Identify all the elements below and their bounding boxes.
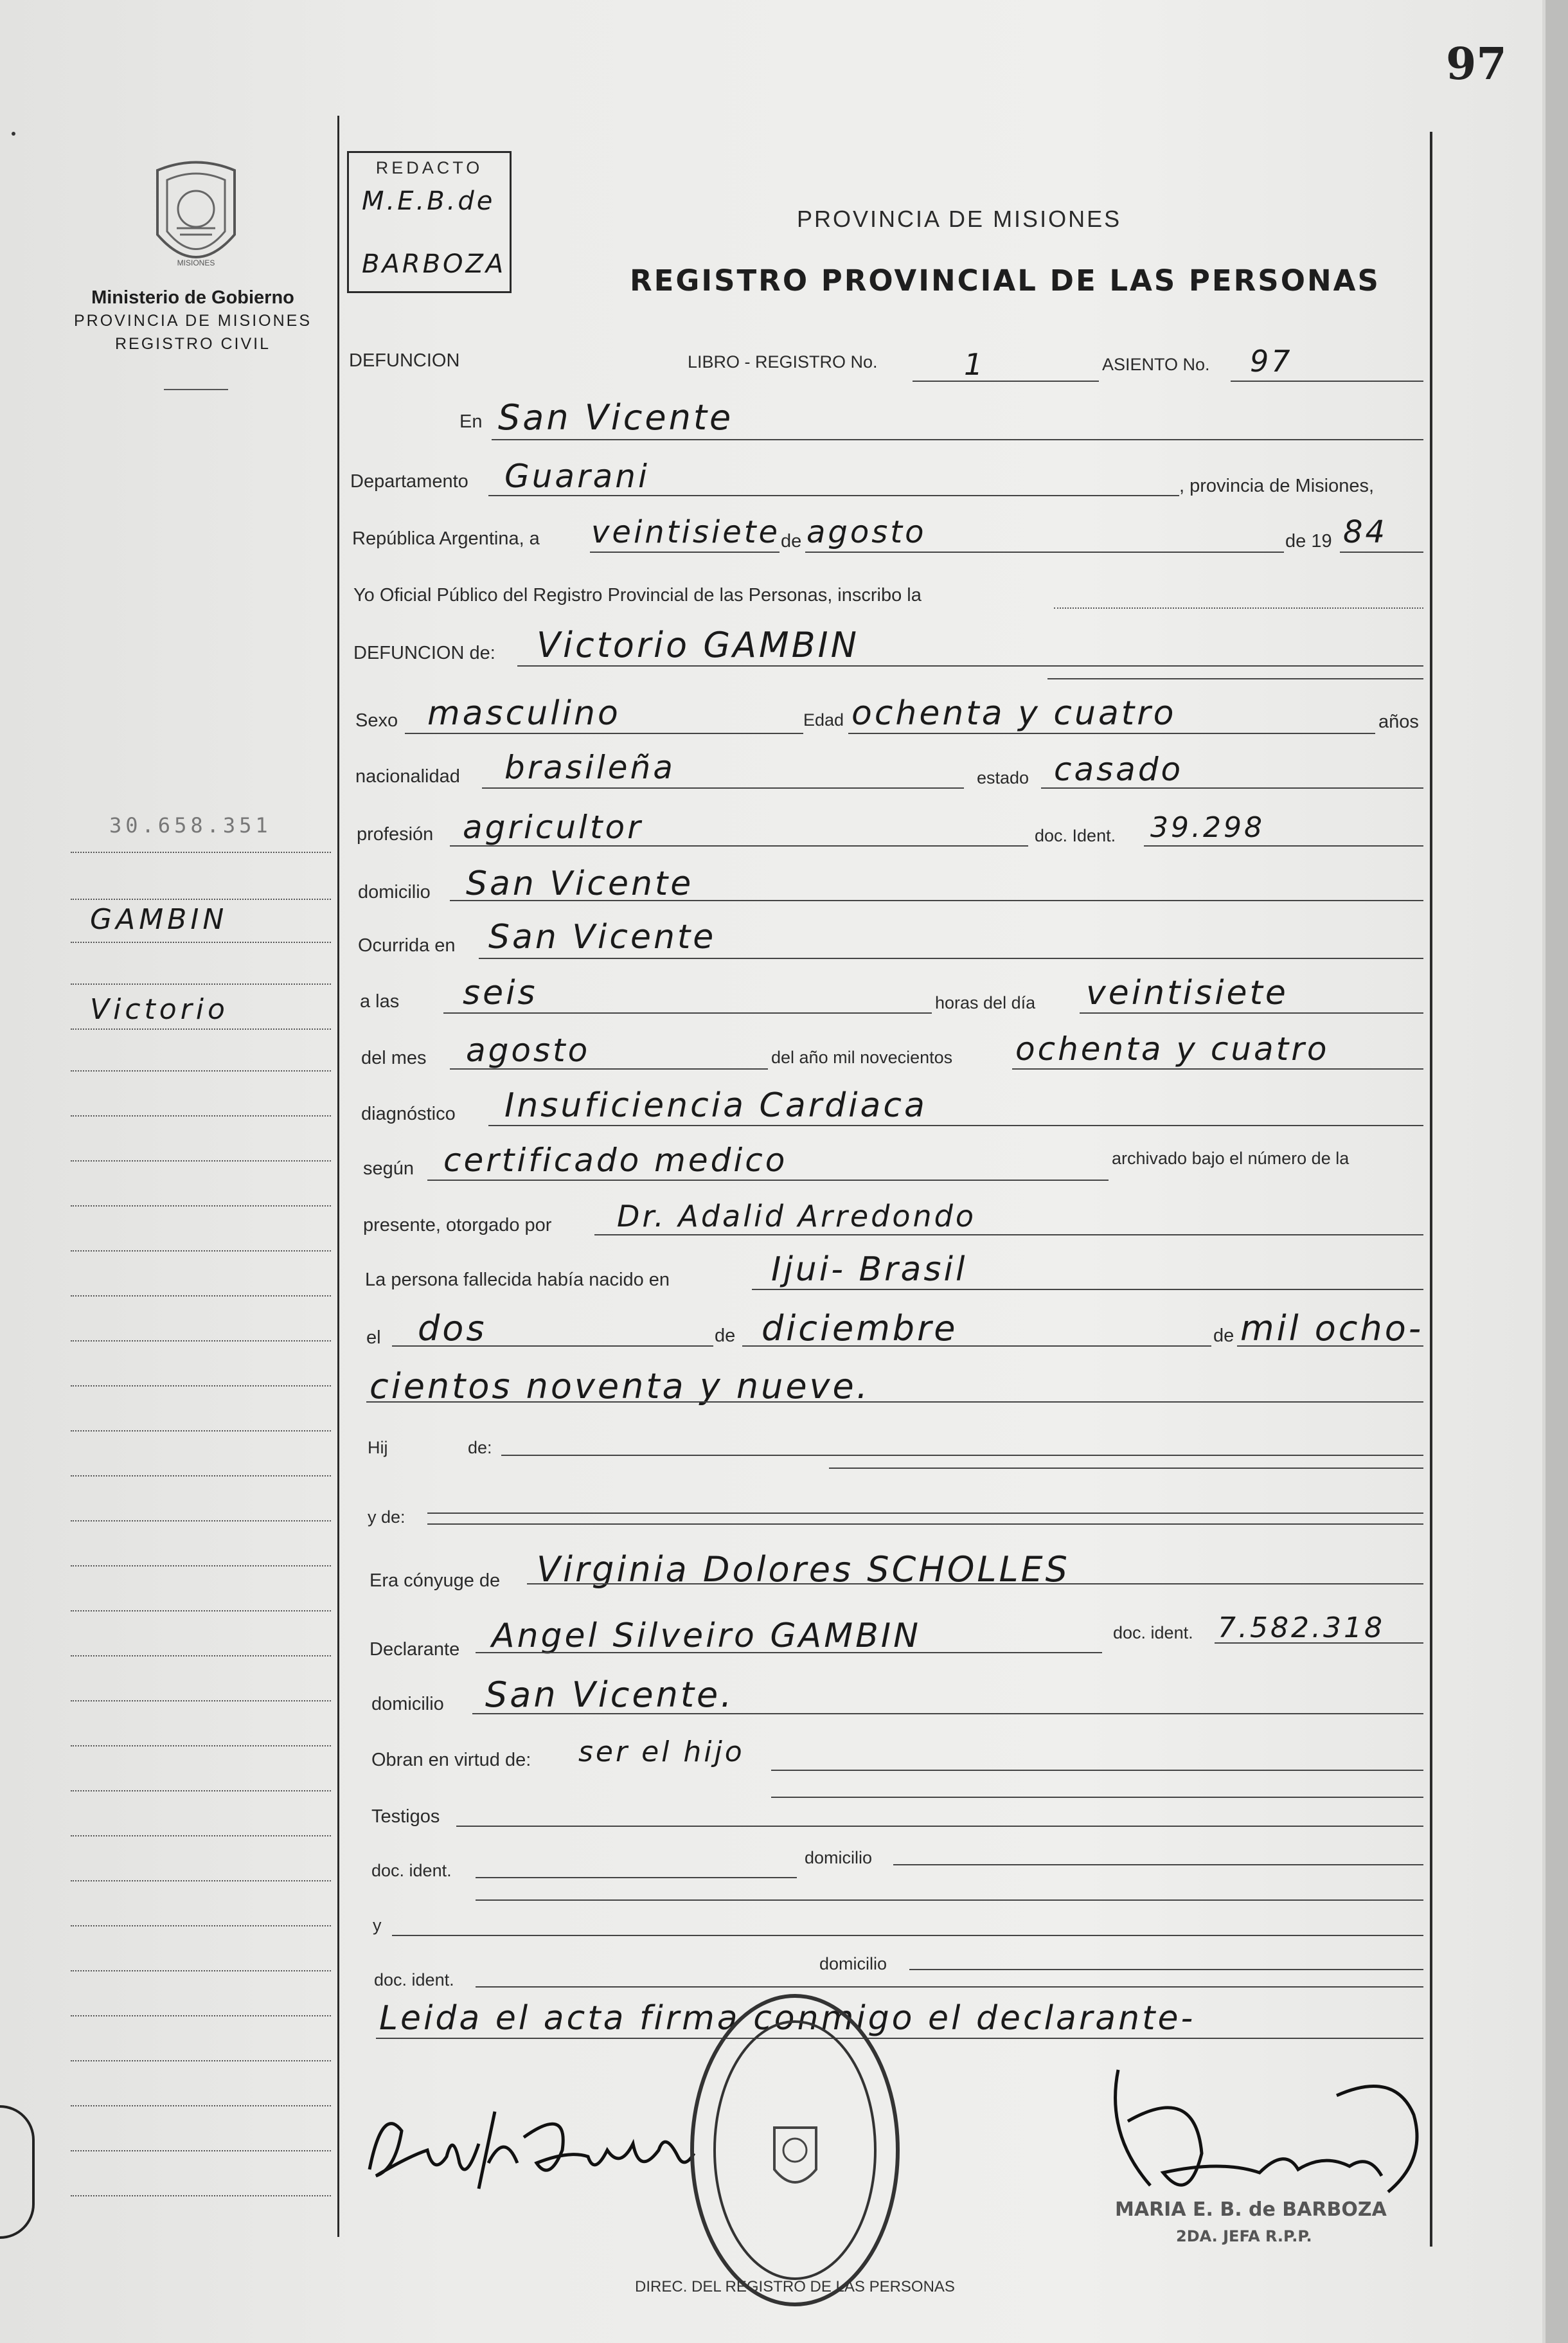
y-line bbox=[392, 1935, 1423, 1936]
t2-dom-line bbox=[909, 1969, 1423, 1970]
delanio-value: ochenta y cuatro bbox=[1015, 1030, 1330, 1068]
margin-rule bbox=[71, 1430, 331, 1432]
yde-line bbox=[427, 1513, 1423, 1514]
presente-line bbox=[594, 1234, 1423, 1235]
delanio-line bbox=[1012, 1068, 1423, 1070]
obran-value: ser el hijo bbox=[578, 1736, 745, 1768]
el-label: el bbox=[366, 1327, 381, 1348]
conyuge-line bbox=[527, 1583, 1423, 1584]
margin-rule bbox=[71, 983, 331, 985]
margin-rule bbox=[71, 1115, 331, 1117]
decl-doc-line bbox=[1215, 1642, 1423, 1644]
leida-value: Leida el acta firma conmigo el declarante- bbox=[379, 1999, 1196, 2038]
archivado-label: archivado bajo el número de la bbox=[1112, 1149, 1350, 1168]
hij-line bbox=[501, 1455, 1423, 1456]
el-value: dos bbox=[418, 1308, 487, 1349]
officer-name: MARIA E. B. de BARBOZA bbox=[1115, 2198, 1387, 2221]
delmes-value: agosto bbox=[466, 1032, 591, 1069]
yde-label: y de: bbox=[368, 1507, 405, 1527]
de3-line bbox=[1237, 1345, 1423, 1347]
depto-label: Departamento bbox=[350, 471, 468, 492]
profesion-label: profesión bbox=[357, 824, 434, 845]
t-dom-line bbox=[893, 1864, 1423, 1865]
hij-label: Hij bbox=[368, 1438, 388, 1457]
margin-rule bbox=[71, 1970, 331, 1971]
conyuge-value: Virginia Dolores SCHOLLES bbox=[537, 1549, 1070, 1590]
margin-rule bbox=[71, 1250, 331, 1252]
alas-label: a las bbox=[360, 991, 400, 1012]
declarante-value: Angel Silveiro GAMBIN bbox=[492, 1617, 921, 1655]
act-type-label: DEFUNCION bbox=[349, 350, 460, 371]
en-value: San Vicente bbox=[498, 397, 734, 438]
margin-rule bbox=[71, 1745, 331, 1746]
de2-value: diciembre bbox=[762, 1308, 958, 1349]
depto-line bbox=[488, 495, 1179, 496]
margin-rule bbox=[71, 1835, 331, 1836]
de-label: de bbox=[781, 531, 802, 552]
yde-line-2 bbox=[427, 1523, 1423, 1525]
ministry-province: PROVINCIA DE MISIONES bbox=[73, 312, 312, 330]
page-edge bbox=[1546, 0, 1568, 2343]
margin-rule bbox=[71, 1700, 331, 1701]
margin-rule bbox=[71, 1160, 331, 1162]
redacto-box bbox=[347, 151, 512, 293]
decl-dom-value: San Vicente. bbox=[485, 1674, 735, 1715]
horas-line bbox=[1080, 1012, 1423, 1014]
decl-dom-label: domicilio bbox=[371, 1694, 444, 1714]
t2-doc-line bbox=[476, 1986, 1423, 1988]
margin-rule bbox=[71, 942, 331, 943]
defuncion-line bbox=[517, 665, 1423, 667]
margin-rule bbox=[71, 1520, 331, 1522]
dia-value: veintisiete bbox=[591, 514, 781, 550]
de2-label: de bbox=[715, 1325, 736, 1346]
ocurrida-label: Ocurrida en bbox=[358, 935, 456, 956]
de3-value: mil ocho- bbox=[1240, 1308, 1424, 1349]
domicilio-label: domicilio bbox=[358, 882, 431, 902]
margin-rule bbox=[71, 1028, 331, 1030]
t-doc-line bbox=[476, 1877, 797, 1878]
anio-line bbox=[1340, 552, 1423, 553]
officer-signature bbox=[1092, 2057, 1439, 2211]
alas-value: seis bbox=[463, 974, 538, 1012]
right-form-border bbox=[1430, 132, 1432, 2247]
t-dom-label: domicilio bbox=[805, 1848, 873, 1867]
profesion-value: agricultor bbox=[463, 809, 643, 846]
margin-rule bbox=[71, 1610, 331, 1611]
margin-rule bbox=[71, 899, 331, 900]
margin-surname: GAMBIN bbox=[90, 903, 228, 936]
diagnostico-value: Insuficiencia Cardiaca bbox=[504, 1086, 927, 1125]
seal-text: DIREC. DEL REGISTRO DE LAS PERSONAS bbox=[635, 2278, 955, 2295]
margin-rule bbox=[71, 1070, 331, 1072]
margin-rule bbox=[71, 2060, 331, 2061]
testigos-line bbox=[456, 1826, 1423, 1827]
horas-value: veintisiete bbox=[1086, 974, 1288, 1012]
edad-label: Edad bbox=[803, 710, 844, 730]
redacto-surname: BARBOZA bbox=[362, 249, 506, 279]
estado-value: casado bbox=[1054, 751, 1184, 788]
libro-label: LIBRO - REGISTRO No. bbox=[688, 352, 878, 372]
asiento-line bbox=[1231, 381, 1423, 382]
row-libro bbox=[349, 350, 459, 372]
decl-dom-line bbox=[472, 1713, 1423, 1714]
defuncion-line-2 bbox=[1047, 678, 1423, 679]
segun-value: certificado medico bbox=[443, 1142, 788, 1179]
redacto-initials: M.E.B.de bbox=[362, 186, 495, 216]
ministry-block bbox=[58, 286, 328, 355]
t-doc-label: doc. ident. bbox=[371, 1861, 452, 1880]
de3-label: de bbox=[1213, 1325, 1234, 1346]
margin-stamp-number: 30.658.351 bbox=[109, 813, 272, 838]
nacionalidad-label: nacionalidad bbox=[355, 766, 460, 787]
declarant-signature bbox=[357, 2092, 704, 2195]
registry-seal bbox=[635, 1989, 955, 2311]
y-label: y bbox=[373, 1916, 382, 1935]
province-title: PROVINCIA DE MISIONES bbox=[797, 206, 1122, 232]
nacido-value: Ijui- Brasil bbox=[771, 1250, 968, 1289]
ink-dot bbox=[12, 132, 15, 136]
margin-given-name: Victorio bbox=[90, 993, 229, 1026]
doc-ident-line bbox=[1144, 845, 1423, 847]
sexo-label: Sexo bbox=[355, 710, 398, 731]
asiento-value: 97 bbox=[1250, 344, 1293, 379]
domicilio-line bbox=[450, 900, 1423, 901]
profesion-line bbox=[450, 845, 1028, 847]
dia-line bbox=[590, 552, 780, 553]
t-dom-line-2 bbox=[476, 1899, 1423, 1901]
segun-label: según bbox=[363, 1158, 414, 1179]
edad-value: ochenta y cuatro bbox=[851, 694, 1177, 733]
registry-title: REGISTRO PROVINCIAL DE LAS PERSONAS bbox=[630, 264, 1380, 298]
ministry-name: Ministerio de Gobierno bbox=[91, 287, 294, 308]
margin-rule bbox=[71, 2150, 331, 2151]
ministry-registry: REGISTRO CIVIL bbox=[114, 335, 271, 353]
diagnostico-line bbox=[488, 1125, 1423, 1126]
margin-rule bbox=[71, 1385, 331, 1387]
delmes-line bbox=[450, 1068, 768, 1070]
margin-rule bbox=[71, 1790, 331, 1791]
segun-line bbox=[427, 1180, 1109, 1181]
margin-rule bbox=[71, 2195, 331, 2196]
mes-value: agosto bbox=[806, 514, 927, 550]
provincia-label: , provincia de Misiones, bbox=[1179, 476, 1375, 496]
doc-ident-label: doc. Ident. bbox=[1035, 826, 1116, 845]
nacido-line bbox=[752, 1289, 1423, 1290]
presente-value: Dr. Adalid Arredondo bbox=[617, 1199, 977, 1234]
obran-label: Obran en virtud de: bbox=[371, 1750, 531, 1770]
continuation-line bbox=[366, 1401, 1423, 1403]
margin-rule bbox=[71, 1655, 331, 1656]
sexo-line bbox=[405, 733, 803, 734]
ocurrida-line bbox=[479, 958, 1423, 959]
oficial-text: Yo Oficial Público del Registro Provincial de las Personas, inscribo la bbox=[353, 585, 922, 606]
defuncion-de-value: Victorio GAMBIN bbox=[537, 625, 859, 665]
estado-label: estado bbox=[977, 768, 1029, 787]
doc-ident-value: 39.298 bbox=[1150, 811, 1265, 844]
anio-prefix: de 19 bbox=[1285, 531, 1332, 552]
en-line bbox=[492, 439, 1423, 440]
el-line bbox=[392, 1345, 713, 1347]
binding-bracket bbox=[0, 2105, 35, 2239]
libro-field bbox=[688, 352, 878, 372]
edad-line bbox=[848, 733, 1375, 734]
delanio-label: del año mil novecientos bbox=[771, 1048, 953, 1067]
hijde-label: de: bbox=[468, 1438, 492, 1457]
margin-rule bbox=[71, 852, 331, 853]
left-form-border bbox=[337, 116, 339, 2237]
decl-doc-value: 7.582.318 bbox=[1218, 1611, 1385, 1644]
margin-rule bbox=[71, 1340, 331, 1342]
anios-label: años bbox=[1378, 712, 1419, 732]
declarante-label: Declarante bbox=[370, 1639, 460, 1660]
t2-dom-label: domicilio bbox=[819, 1954, 887, 1973]
coat-of-arms-emblem bbox=[145, 157, 247, 280]
testigos-label: Testigos bbox=[371, 1806, 440, 1827]
anio-value: 84 bbox=[1343, 514, 1388, 550]
t2-doc-label: doc. ident. bbox=[374, 1970, 454, 1989]
officer-title: 2DA. JEFA R.P.P. bbox=[1176, 2227, 1312, 2245]
estado-line bbox=[1041, 787, 1423, 789]
declarante-line bbox=[476, 1652, 1102, 1653]
nacionalidad-line bbox=[482, 787, 964, 789]
libro-line bbox=[913, 381, 1099, 382]
margin-rule bbox=[71, 2015, 331, 2016]
defuncion-de-label: DEFUNCION de: bbox=[353, 643, 495, 663]
hij-line-2 bbox=[829, 1468, 1423, 1469]
en-label: En bbox=[459, 411, 483, 432]
republica-label: República Argentina, a bbox=[352, 528, 540, 549]
continuation-value: cientos noventa y nueve. bbox=[370, 1366, 870, 1406]
diagnostico-label: diagnóstico bbox=[361, 1104, 456, 1124]
sexo-value: masculino bbox=[427, 694, 621, 733]
nacido-label: La persona fallecida había nacido en bbox=[365, 1270, 670, 1290]
decl-doc-label: doc. ident. bbox=[1113, 1623, 1193, 1642]
domicilio-value: San Vicente bbox=[466, 865, 694, 903]
conyuge-label: Era cónyuge de bbox=[370, 1570, 501, 1591]
ocurrida-value: San Vicente bbox=[488, 918, 717, 956]
margin-rule bbox=[71, 1880, 331, 1881]
alas-line bbox=[443, 1012, 932, 1014]
presente-label: presente, otorgado por bbox=[363, 1215, 552, 1235]
margin-rule bbox=[71, 1925, 331, 1926]
depto-value: Guarani bbox=[504, 458, 650, 495]
emblem-text: MISIONES bbox=[177, 258, 215, 267]
margin-rule bbox=[71, 1475, 331, 1477]
testigos-line-2 bbox=[771, 1797, 1423, 1798]
redacto-label: REDACTO bbox=[375, 158, 483, 177]
libro-value: 1 bbox=[964, 347, 986, 382]
mes-line bbox=[805, 552, 1284, 553]
oficial-line bbox=[1054, 607, 1423, 609]
asiento-label: ASIENTO No. bbox=[1102, 355, 1210, 374]
margin-rule bbox=[71, 1205, 331, 1207]
nacionalidad-value: brasileña bbox=[504, 749, 675, 786]
margin-rule bbox=[71, 1295, 331, 1297]
ministry-rule bbox=[164, 389, 228, 390]
page-number: 97 bbox=[1446, 39, 1507, 90]
margin-rule bbox=[71, 2105, 331, 2106]
delmes-label: del mes bbox=[361, 1048, 427, 1068]
obran-line bbox=[771, 1770, 1423, 1771]
de2-line bbox=[742, 1345, 1211, 1347]
horas-label: horas del día bbox=[935, 993, 1036, 1012]
margin-rule bbox=[71, 1565, 331, 1566]
